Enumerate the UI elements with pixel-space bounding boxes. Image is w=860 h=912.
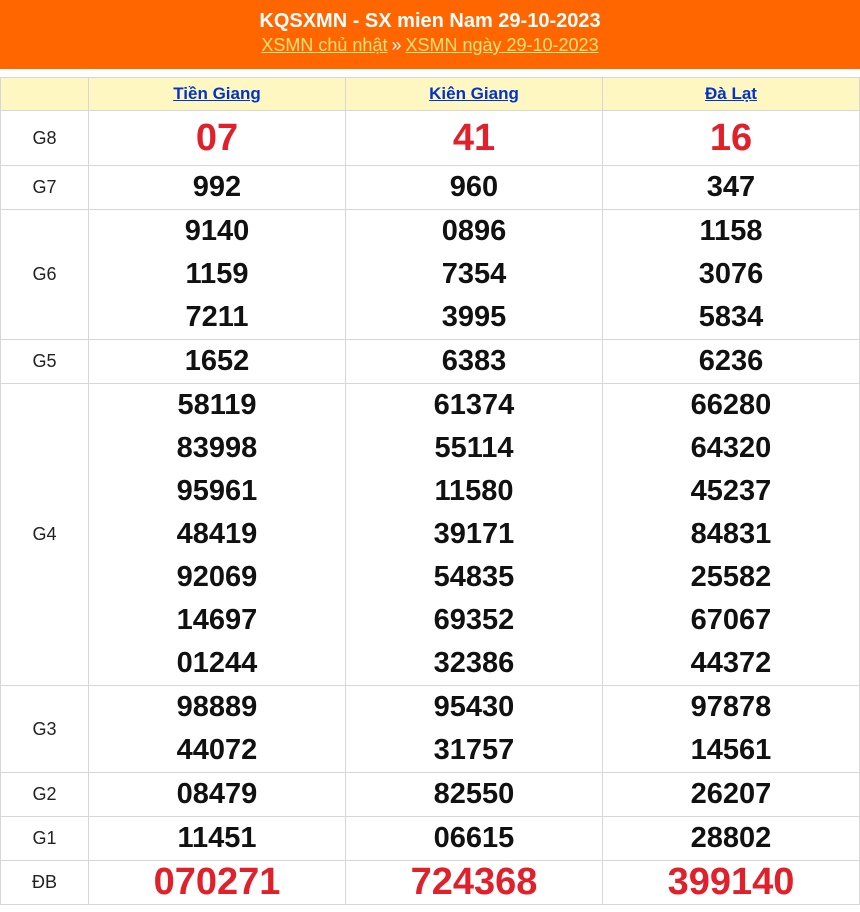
result-cell xyxy=(89,384,346,686)
result-number: 39171 xyxy=(433,518,515,550)
result-number: 1652 xyxy=(184,345,250,377)
province-link-da-lat[interactable]: Đà Lạt xyxy=(705,84,757,103)
prize-label: G8 xyxy=(1,111,89,166)
result-cell xyxy=(603,861,860,905)
result-number: 25582 xyxy=(690,561,772,593)
result-number: 69352 xyxy=(433,604,515,636)
result-cell xyxy=(346,111,603,166)
result-number: 11580 xyxy=(434,475,514,507)
result-cell xyxy=(346,686,603,773)
prize-label: G3 xyxy=(1,686,89,773)
result-number: 84831 xyxy=(690,518,772,550)
result-number: 347 xyxy=(706,171,756,203)
result-number: 41 xyxy=(452,117,496,159)
province-link-kien-giang[interactable]: Kiên Giang xyxy=(429,84,519,103)
result-cell xyxy=(346,773,603,817)
result-number: 1158 xyxy=(699,215,763,247)
result-cell xyxy=(346,210,603,340)
result-number: 1159 xyxy=(185,258,249,290)
breadcrumb-separator: » xyxy=(391,35,402,55)
result-number: 54835 xyxy=(433,561,515,593)
result-number: 92069 xyxy=(176,561,258,593)
result-cell xyxy=(603,773,860,817)
result-number: 32386 xyxy=(433,647,515,679)
result-cell xyxy=(89,686,346,773)
result-number: 66280 xyxy=(690,389,772,421)
result-number: 6383 xyxy=(441,345,507,377)
result-number: 83998 xyxy=(176,432,258,464)
province-link-tien-giang[interactable]: Tiền Giang xyxy=(173,84,261,103)
prize-row xyxy=(1,861,860,905)
result-number: 7354 xyxy=(441,258,507,290)
prize-row xyxy=(1,166,860,210)
result-number: 960 xyxy=(449,171,499,203)
prize-label: G1 xyxy=(1,817,89,861)
breadcrumb xyxy=(0,33,860,57)
prize-label: ĐB xyxy=(1,861,89,905)
result-cell xyxy=(603,340,860,384)
result-cell xyxy=(346,166,603,210)
result-number: 399140 xyxy=(667,861,795,903)
result-number: 31757 xyxy=(433,734,515,766)
result-number: 26207 xyxy=(690,778,772,810)
result-number: 992 xyxy=(192,171,242,203)
prize-label: G2 xyxy=(1,773,89,817)
result-number: 98889 xyxy=(176,691,258,723)
prize-label: G7 xyxy=(1,166,89,210)
result-cell xyxy=(603,166,860,210)
result-number: 7211 xyxy=(185,301,249,333)
page-title: KQSXMN - SX mien Nam 29-10-2023 xyxy=(259,10,601,32)
result-number: 08479 xyxy=(176,778,258,810)
result-cell xyxy=(89,773,346,817)
result-number: 07 xyxy=(195,117,239,159)
prize-row xyxy=(1,111,860,166)
result-number: 5834 xyxy=(698,301,764,333)
breadcrumb-date-link[interactable]: XSMN ngày 29-10-2023 xyxy=(405,35,599,55)
result-cell xyxy=(603,384,860,686)
result-number: 724368 xyxy=(410,861,538,903)
result-number: 9140 xyxy=(184,215,250,247)
result-number: 0896 xyxy=(441,215,507,247)
result-cell xyxy=(89,340,346,384)
result-number: 070271 xyxy=(153,861,281,903)
result-number: 45237 xyxy=(690,475,772,507)
result-number: 44072 xyxy=(176,734,258,766)
result-number: 6236 xyxy=(698,345,764,377)
result-number: 44372 xyxy=(690,647,772,679)
prize-row xyxy=(1,210,860,340)
result-number: 16 xyxy=(709,117,753,159)
result-number: 95430 xyxy=(433,691,515,723)
province-header xyxy=(346,78,603,111)
result-cell xyxy=(89,817,346,861)
result-cell xyxy=(346,384,603,686)
result-number: 11451 xyxy=(177,822,257,854)
result-number: 55114 xyxy=(434,432,514,464)
result-cell xyxy=(89,861,346,905)
prize-row xyxy=(1,686,860,773)
result-cell xyxy=(89,210,346,340)
prize-label: G5 xyxy=(1,340,89,384)
result-number: 28802 xyxy=(690,822,772,854)
header-corner-cell xyxy=(1,78,89,111)
province-header xyxy=(89,78,346,111)
result-cell xyxy=(603,686,860,773)
prize-row xyxy=(1,384,860,686)
result-number: 3076 xyxy=(698,258,764,290)
result-cell xyxy=(603,111,860,166)
province-header xyxy=(603,78,860,111)
result-number: 82550 xyxy=(433,778,515,810)
result-cell xyxy=(603,817,860,861)
result-number: 14697 xyxy=(176,604,258,636)
result-number: 95961 xyxy=(176,475,258,507)
result-number: 06615 xyxy=(433,822,515,854)
result-cell xyxy=(346,340,603,384)
result-cell xyxy=(346,817,603,861)
result-number: 67067 xyxy=(690,604,772,636)
result-cell xyxy=(346,861,603,905)
page-header xyxy=(0,0,860,69)
result-number: 3995 xyxy=(441,301,507,333)
result-cell xyxy=(89,166,346,210)
result-number: 64320 xyxy=(690,432,772,464)
result-number: 48419 xyxy=(176,518,258,550)
prize-label: G4 xyxy=(1,384,89,686)
results-table xyxy=(0,77,860,905)
result-number: 01244 xyxy=(176,647,258,679)
prize-label: G6 xyxy=(1,210,89,340)
result-number: 97878 xyxy=(690,691,772,723)
result-cell xyxy=(89,111,346,166)
prize-row xyxy=(1,340,860,384)
province-header-row xyxy=(1,78,860,111)
result-number: 61374 xyxy=(433,389,515,421)
prize-row xyxy=(1,817,860,861)
prize-row xyxy=(1,773,860,817)
result-number: 58119 xyxy=(177,389,257,421)
result-cell xyxy=(603,210,860,340)
result-number: 14561 xyxy=(690,734,772,766)
breadcrumb-day-link[interactable]: XSMN chủ nhật xyxy=(261,35,388,55)
